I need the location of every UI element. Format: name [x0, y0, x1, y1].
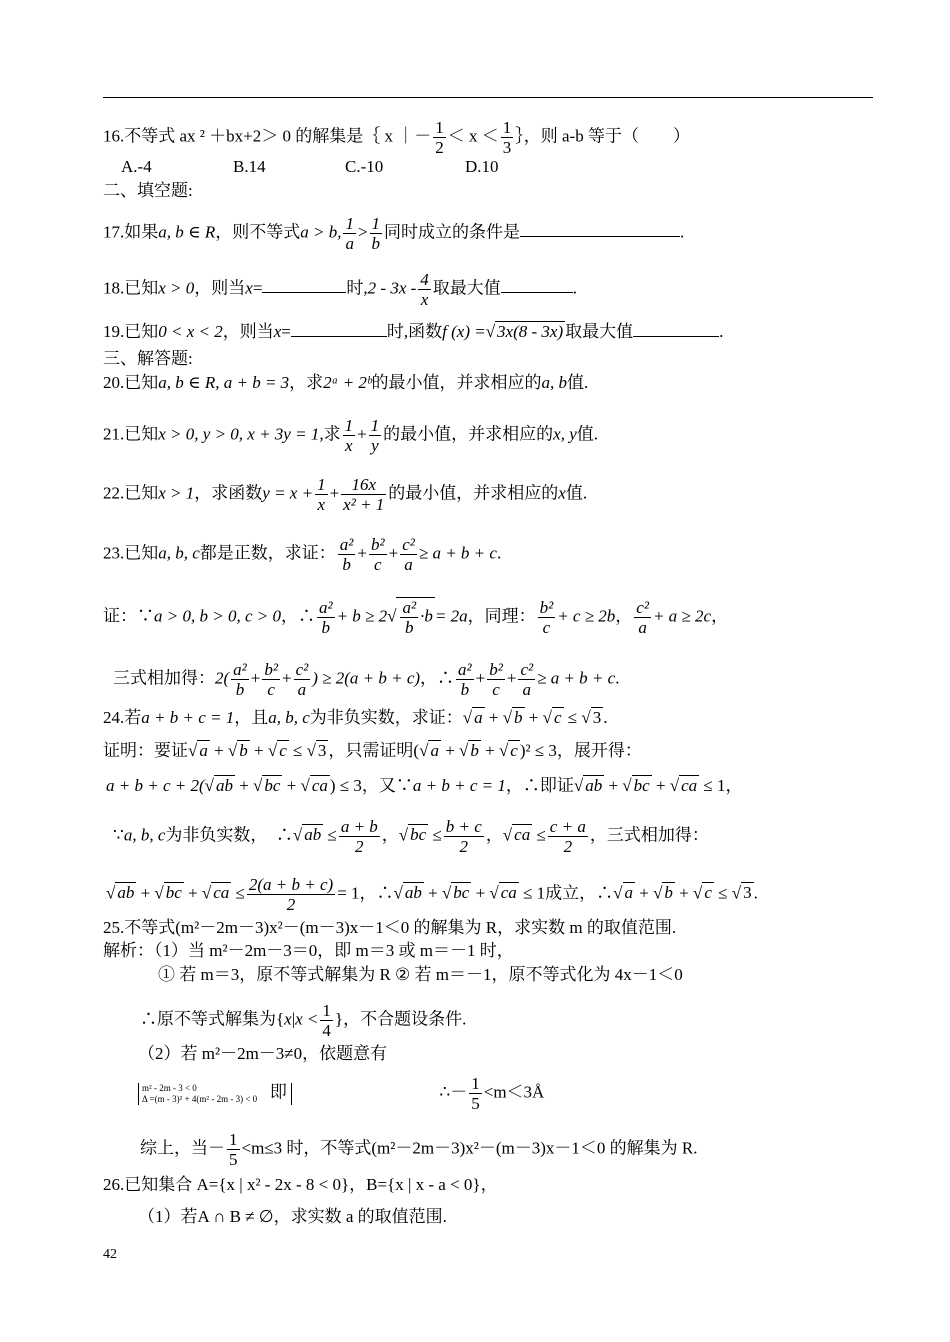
proof-24-step-2: a + b + c + 2(√ ab + √ bc + √ ca ) ≤ 3，又∵a + b + c = 1，∴即证√ ab + √ bc + √ ca ≤ 1， [106, 776, 743, 795]
question-24: 24.若a + b + c = 1，且a, b, c为非负实数，求证：√ a + √ b + √ c ≤ √ 3 . [103, 708, 608, 727]
solution-25-step-4: （2）若 m²－2m－3≠0，依题意有 [138, 1044, 388, 1063]
answer-blank[interactable] [291, 318, 387, 337]
solution-25-step-3: ∴原不等式解集为{x|x < $\frac{1}{4}$ }，不合题设条件. [140, 1001, 467, 1040]
question-23: 23.已知a, b, c都是正数，求证： $\frac{\text{a²}}{b}$ + $\frac{\text{b²}}{c}$ + $\frac{\text{c²}}{a}$ ≥ a + b + c. [103, 535, 502, 574]
section-fill-in: 二、填空题: [103, 181, 193, 200]
question-26: 26.已知集合 A={x | x² - 2x - 8 < 0}，B={x | x - a < 0}， [103, 1175, 498, 1194]
answer-blank[interactable] [262, 274, 346, 293]
solution-25-step-5: m² - 2m - 3 < 0 Δ =(m - 3)² + 4(m² - 2m - 3) < 0 即 ∴－ $\frac{1}{5}$ <m＜3Å [138, 1074, 544, 1113]
proof-24-step-4: √ ab + √ bc + √ ca ≤ $\frac{2(a + b + c)}{2}$ = 1，∴√ ab + √ bc + √ ca ≤ 1成立，∴√ a + √ b + √ c ≤ √ 3 . [106, 875, 758, 914]
question-18: 18.已知x > 0，则当x= 时,2 - 3x - $\frac{4}{x}$ 取最大值 . [103, 270, 578, 309]
solution-25-step-1: 解析：（1）当 m²－2m－3＝0，即 m＝3 或 m＝－1 时， [103, 941, 514, 960]
answer-blank[interactable] [501, 274, 573, 293]
answer-blank[interactable] [633, 318, 719, 337]
section-solve: 三、解答题: [103, 349, 193, 368]
solution-25-step-2: ① 若 m＝3，原不等式解集为 R ② 若 m＝－1，原不等式化为 4x－1＜0 [158, 965, 683, 984]
garbled-system-image [291, 1083, 435, 1105]
header-rule [103, 97, 873, 98]
question-22: 22.已知x > 1，求函数y = x + $\frac{1}{x}$ + $\frac{16x}{\text{x² + 1}}$ 的最小值，并求相应的x值. [103, 475, 588, 514]
question-20: 20.已知a, b ∈ R, a + b = 3，求2ᵃ + 2ᵇ的最小值，并求相应的a, b值. [103, 373, 589, 392]
proof-23-step-1: 证：∵a > 0, b > 0, c > 0，∴ $\frac{\text{a²}}{b}$ + b ≥ 2√ $\frac{\text{a²}}{b}$ ·b = 2a，同理： $\frac{\text{b²}}{c}$ + c ≥ 2b， $\frac{\text{c²}}{a}$ + a ≥ 2c， [103, 598, 729, 637]
question-25: 25.不等式(m²－2m－3)x²－(m－3)x－1＜0 的解集为 R，求实数 m 的取值范围. [103, 918, 677, 937]
proof-23-step-2: 三式相加得：2( $\frac{\text{a²}}{b}$ + $\frac{\text{b²}}{c}$ + $\frac{\text{c²}}{a}$ ) ≥ 2(a + b + c)，∴ $\frac{\text{a²}}{b}$ + $\frac{\text{b²}}{c}$ + $\frac{\text{c²}}{a}$ ≥ a + b + c. [113, 660, 620, 699]
question-16: 16.不等式 ax ² ＋bx+2＞ 0 的解集是｛ x ｜－ $\frac{1}{2}$ ＜ x ＜ $\frac{1}{3}$ ｝，则 a-b 等于（ ） [103, 118, 690, 157]
proof-24-step-3: ∵a, b, c为非负实数， ∴√ ab ≤ $\frac{a + b}{2}$ ，√ bc ≤ $\frac{b + c}{2}$ ，√ ca ≤ $\frac{c + a}{2}$ ，三式相加得： [113, 817, 709, 856]
question-19: 19.已知0 < x < 2，则当x= 时,函数f (x) =√ 3x(8 - 3x) 取最大值 . [103, 318, 723, 343]
inequality-system: m² - 2m - 3 < 0 Δ =(m - 3)² + 4(m² - 2m - 3) < 0 [138, 1083, 257, 1105]
solution-25-conclusion: 综上，当－ $\frac{1}{5}$ <m≤3 时，不等式(m²－2m－3)x²－(m－3)x－1＜0 的解集为 R. [140, 1130, 698, 1169]
answer-blank[interactable] [520, 218, 680, 237]
proof-24-step-1: 证明：要证√ a + √ b + √ c ≤ √ 3 ，只需证明(√ a + √ b + √ c )² ≤ 3，展开得： [103, 741, 642, 760]
question-21: 21.已知x > 0, y > 0, x + 3y = 1,求 $\frac{1}{x}$ + $\frac{1}{y}$ 的最小值，并求相应的x, y值. [103, 416, 599, 455]
page-number: 42 [103, 1247, 117, 1262]
question-17: 17.如果a, b ∈ R，则不等式a > b, $\frac{1}{a}$ > $\frac{1}{b}$ 同时成立的条件是 . [103, 214, 685, 253]
question-16-options: A.-4 B.14 C.-10 D.10 [121, 157, 499, 176]
question-26-part-1: （1）若A ∩ B ≠ ∅，求实数 a 的取值范围. [138, 1207, 447, 1226]
